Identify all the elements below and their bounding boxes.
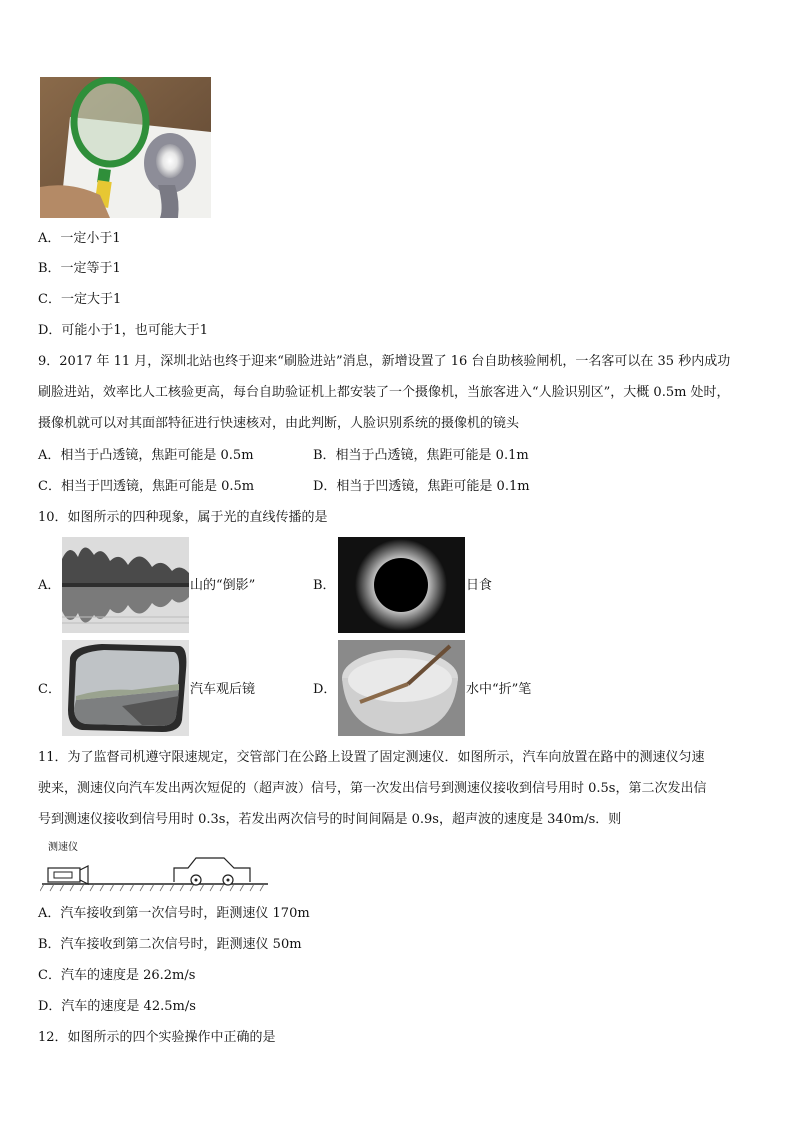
q9-option-d[interactable]: D．相当于凹透镜，焦距可能是 0.1m (313, 479, 530, 494)
car-mirror-photo (62, 640, 189, 736)
q9-stem-line-1: 9．2017 年 11 月，深圳北站也终于迎来“刷脸进站”消息，新增设置了 16 台自助核验闸机，一名客可以在 35 秒内成功 (38, 354, 731, 369)
q9-option-b[interactable]: B．相当于凸透镜，焦距可能是 0.1m (313, 448, 529, 463)
q11-stem-line-1: 11．为了监督司机遵守限速规定，交管部门在公路上设置了固定测速仪．如图所示，汽车向放置在路中的测速仪匀速 (38, 750, 705, 765)
q8-option-a[interactable]: A．一定小于1 (38, 231, 121, 246)
q10-option-d-letter[interactable]: D． (313, 682, 337, 697)
q10-option-b-letter[interactable]: B． (313, 578, 336, 593)
solar-eclipse-photo (338, 537, 465, 633)
mountain-reflection-photo (62, 537, 189, 633)
q9-stem-line-3: 摄像机就可以对其面部特征进行快速核对，由此判断，人脸识别系统的摄像机的镜头 (38, 416, 520, 431)
q11-stem-line-2: 驶来，测速仪向汽车发出两次短促的（超声波）信号，第一次发出信号到测速仪接收到信号用时 0.5s，第二次发出信 (38, 781, 707, 796)
q8-option-b[interactable]: B．一定等于1 (38, 261, 121, 276)
q8-option-d[interactable]: D．可能小于1，也可能大于1 (38, 323, 208, 338)
q11-option-b[interactable]: B．汽车接收到第二次信号时，距测速仪 50m (38, 937, 302, 952)
speed-radar-diagram (40, 836, 270, 896)
speed-radar-label: 测速仪 (48, 842, 78, 853)
q10-option-a-letter[interactable]: A． (38, 578, 61, 593)
q11-option-d[interactable]: D．汽车的速度是 42.5m/s (38, 999, 196, 1014)
q11-option-a[interactable]: A．汽车接收到第一次信号时，距测速仪 170m (38, 906, 310, 921)
q11-stem-line-3: 号到测速仪接收到信号用时 0.3s，若发出两次信号的时间间隔是 0.9s，超声波的速度是 340m/s．则 (38, 812, 622, 827)
magnifier-photo (40, 77, 211, 218)
q8-option-c[interactable]: C．一定大于1 (38, 292, 122, 307)
q12-stem: 12．如图所示的四个实验操作中正确的是 (38, 1030, 276, 1045)
q9-stem-line-2: 刷脸进站，效率比人工核验更高，每台自助验证机上都安装了一个摄像机，当旅客进入“人脸识别区”，大概 0.5m 处时， (38, 385, 730, 400)
q10-stem: 10．如图所示的四种现象，属于光的直线传播的是 (38, 510, 328, 525)
q10-option-c-caption: 汽车观后镜 (190, 682, 256, 697)
q10-option-c-letter[interactable]: C． (38, 682, 61, 697)
q9-option-c[interactable]: C．相当于凹透镜，焦距可能是 0.5m (38, 479, 255, 494)
bent-pencil-photo (338, 640, 465, 736)
q10-option-b-caption: 日食 (466, 578, 493, 593)
q10-option-a-caption: 山的“倒影” (190, 578, 256, 593)
magnifier-illustration (40, 77, 211, 218)
q10-option-d-caption: 水中“折”笔 (466, 682, 532, 697)
q11-option-c[interactable]: C．汽车的速度是 26.2m/s (38, 968, 196, 983)
q9-option-a[interactable]: A．相当于凸透镜，焦距可能是 0.5m (38, 448, 254, 463)
